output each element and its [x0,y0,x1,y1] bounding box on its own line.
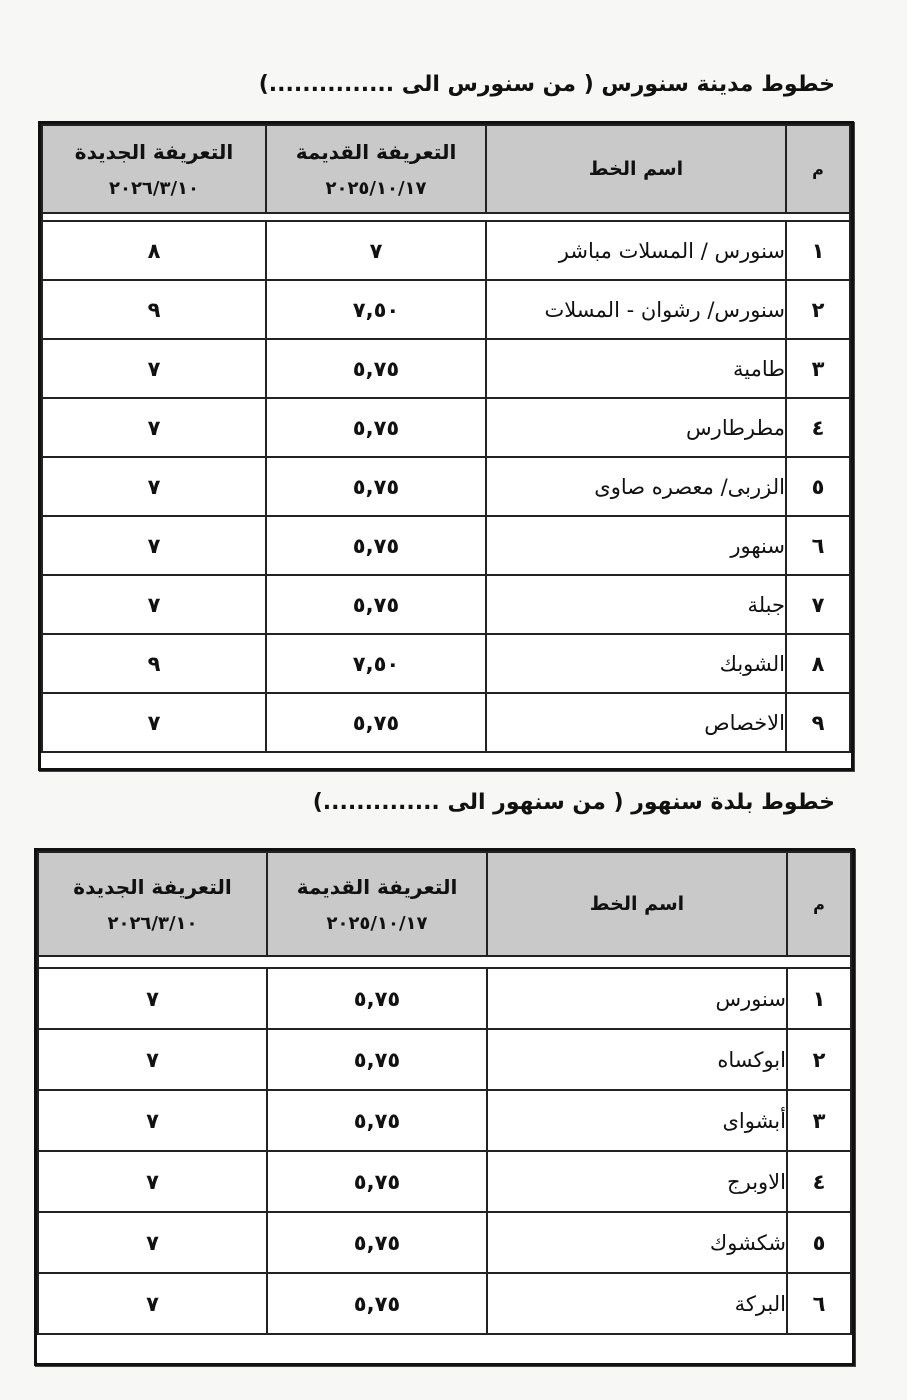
fare-table-sinnuris [38,121,854,771]
row-old-fare: ٧,٥٠ [266,634,486,693]
row-index: ٥ [787,1212,851,1273]
row-new-fare: ٧ [42,693,266,752]
section-title-sinhour: خطوط بلدة سنهور ( من سنهور الى ..............) [312,790,835,815]
row-index: ١ [786,221,850,280]
row-index: ٥ [786,457,850,516]
table-row [42,516,850,575]
table-header-row [38,852,851,956]
row-line-name: أبشواى [487,1090,787,1151]
row-new-fare: ٧ [42,457,266,516]
row-new-fare: ٧ [38,1151,267,1212]
row-index: ١ [787,968,851,1029]
row-new-fare: ٧ [42,339,266,398]
separator-cell [38,956,851,968]
row-new-fare: ٧ [38,1029,267,1090]
table-row [42,280,850,339]
row-old-fare: ٧ [266,221,486,280]
row-line-name: مطرطارس [486,398,786,457]
table-row [42,634,850,693]
row-line-name: سنورس [487,968,787,1029]
row-index: ٧ [786,575,850,634]
header-separator [42,213,850,221]
table-body [42,221,850,752]
header-old-fare-date: ٢٠٢٥/١٠/١٧ [325,177,427,199]
table-row [42,398,850,457]
row-old-fare: ٥,٧٥ [267,968,487,1029]
header-index: م [787,852,851,956]
row-index: ٨ [786,634,850,693]
row-old-fare: ٥,٧٥ [266,516,486,575]
row-index: ٢ [787,1029,851,1090]
header-index: م [786,125,850,213]
row-old-fare: ٥,٧٥ [267,1151,487,1212]
table-row [38,1090,851,1151]
table-row [42,693,850,752]
row-old-fare: ٧,٥٠ [266,280,486,339]
header-new-fare-title: التعريفة الجديدة [74,139,234,164]
header-new-fare-title: التعريفة الجديدة [73,874,232,899]
header-old-fare [267,852,487,956]
row-old-fare: ٥,٧٥ [267,1212,487,1273]
row-line-name: ابوكساه [487,1029,787,1090]
row-old-fare: ٥,٧٥ [266,693,486,752]
row-new-fare: ٩ [42,634,266,693]
header-old-fare [266,125,486,213]
row-old-fare: ٥,٧٥ [267,1273,487,1334]
header-new-fare-date: ٢٠٢٦/٣/١٠ [108,177,200,199]
row-line-name: سنورس/ رشوان - المسلات [486,280,786,339]
row-line-name: الشوبك [486,634,786,693]
row-line-name: البركة [487,1273,787,1334]
row-old-fare: ٥,٧٥ [267,1090,487,1151]
fare-table-grid [41,124,851,753]
row-new-fare: ٧ [42,398,266,457]
row-new-fare: ٧ [38,1273,267,1334]
row-new-fare: ٧ [38,968,267,1029]
row-index: ٦ [786,516,850,575]
table-row [38,968,851,1029]
table-row [38,1212,851,1273]
table-row [38,1273,851,1334]
header-separator [38,956,851,968]
fare-table-grid [37,851,852,1335]
row-line-name: جبلة [486,575,786,634]
row-line-name: الزربى/ معصره صاوى [486,457,786,516]
row-line-name: الاوبرج [487,1151,787,1212]
row-line-name: سنهور [486,516,786,575]
table-row [42,339,850,398]
row-line-name: طامية [486,339,786,398]
row-old-fare: ٥,٧٥ [266,457,486,516]
table-row [42,221,850,280]
row-index: ٩ [786,693,850,752]
row-old-fare: ٥,٧٥ [266,575,486,634]
table-body [38,968,851,1334]
table-row [42,575,850,634]
row-index: ٣ [786,339,850,398]
row-new-fare: ٧ [38,1212,267,1273]
row-index: ٤ [787,1151,851,1212]
header-new-fare [42,125,266,213]
row-index: ٤ [786,398,850,457]
header-old-fare-title: التعريفة القديمة [296,874,458,899]
row-index: ٣ [787,1090,851,1151]
row-index: ٦ [787,1273,851,1334]
fare-table-sinhour [34,848,855,1366]
section-title-sinnuris: خطوط مدينة سنورس ( من سنورس الى ...............) [258,72,835,97]
row-new-fare: ٧ [38,1090,267,1151]
row-old-fare: ٥,٧٥ [266,398,486,457]
header-line-name: اسم الخط [486,125,786,213]
row-new-fare: ٧ [42,575,266,634]
table-row [42,457,850,516]
separator-cell [42,213,850,221]
header-new-fare-date: ٢٠٢٦/٣/١٠ [107,912,198,934]
row-new-fare: ٩ [42,280,266,339]
row-old-fare: ٥,٧٥ [266,339,486,398]
header-line-name: اسم الخط [487,852,787,956]
header-new-fare [38,852,267,956]
row-new-fare: ٧ [42,516,266,575]
row-old-fare: ٥,٧٥ [267,1029,487,1090]
table-row [38,1029,851,1090]
row-line-name: سنورس / المسلات مباشر [486,221,786,280]
header-old-fare-title: التعريفة القديمة [295,139,457,164]
header-old-fare-date: ٢٠٢٥/١٠/١٧ [326,912,428,934]
row-index: ٢ [786,280,850,339]
row-line-name: الاخصاص [486,693,786,752]
row-line-name: شكشوك [487,1212,787,1273]
table-header-row [42,125,850,213]
row-new-fare: ٨ [42,221,266,280]
table-row [38,1151,851,1212]
